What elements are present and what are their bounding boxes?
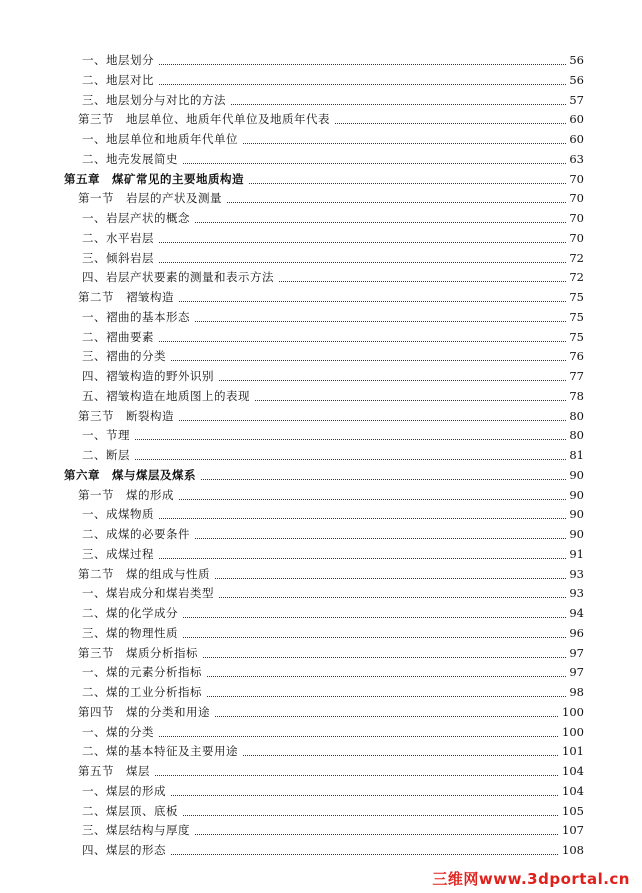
toc-entry-title: 二、煤的化学成分 [82, 604, 182, 622]
toc-entry-title: 五、褶皱构造在地质图上的表现 [82, 387, 254, 405]
toc-page-number: 90 [566, 505, 584, 523]
toc-entry-title: 第三节 煤质分析指标 [78, 644, 202, 662]
toc-entry-title: 四、岩层产状要素的测量和表示方法 [82, 268, 278, 286]
toc-entry-title: 二、煤层顶、底板 [82, 802, 182, 820]
toc-entry-title: 第三节 断裂构造 [78, 407, 178, 425]
toc-page-number: 91 [566, 545, 584, 563]
toc-entry-title: 三、褶曲的分类 [82, 347, 170, 365]
toc-page-number: 90 [566, 486, 584, 504]
toc-page-number: 108 [559, 841, 584, 859]
toc-entry-title: 三、倾斜岩层 [82, 249, 158, 267]
toc-page-number: 90 [566, 525, 584, 543]
toc-page-number: 93 [566, 584, 584, 602]
toc-entry-title: 三、煤的物理性质 [82, 624, 182, 642]
toc-entry-title: 一、煤的元素分析指标 [82, 663, 206, 681]
toc-page-number: 72 [566, 268, 584, 286]
toc-entry-title: 第四节 煤的分类和用途 [78, 703, 214, 721]
toc-entry-title: 二、煤的工业分析指标 [82, 683, 206, 701]
toc-page-number: 70 [566, 229, 584, 247]
toc-page-number: 60 [566, 130, 584, 148]
toc-entry-title: 一、煤岩成分和煤岩类型 [82, 584, 218, 602]
toc-entry-title: 第二节 褶皱构造 [78, 288, 178, 306]
toc-item-row [0, 841, 642, 859]
toc-page-number: 80 [566, 407, 584, 425]
toc-entry-title: 四、煤层的形态 [82, 841, 170, 859]
toc-entry-title: 第五节 煤层 [78, 762, 154, 780]
toc-page-number: 107 [559, 821, 584, 839]
toc-entry-title: 第六章 煤与煤层及煤系 [64, 466, 200, 484]
toc-entry-title: 一、煤层的形成 [82, 782, 170, 800]
watermark: 三维网www.3dportal.cn [432, 870, 630, 888]
toc-entry-title: 二、成煤的必要条件 [82, 525, 194, 543]
toc-page-number: 105 [559, 802, 584, 820]
toc-entry-title: 二、断层 [82, 446, 134, 464]
toc-page-number: 75 [566, 288, 584, 306]
toc-page-number: 70 [566, 209, 584, 227]
toc-page-number: 76 [566, 347, 584, 365]
toc-page-number: 75 [566, 328, 584, 346]
toc-page-number: 56 [566, 71, 584, 89]
toc-page-number: 72 [566, 249, 584, 267]
toc-page-number: 57 [566, 91, 584, 109]
toc-entry-title: 一、褶曲的基本形态 [82, 308, 194, 326]
toc-entry-title: 第一节 岩层的产状及测量 [78, 189, 226, 207]
toc-page-number: 60 [566, 110, 584, 128]
toc-page-number: 90 [566, 466, 584, 484]
toc-page-number: 56 [566, 51, 584, 69]
toc-page-number: 97 [566, 644, 584, 662]
toc-entry-title: 一、成煤物质 [82, 505, 158, 523]
toc-entry-title: 二、水平岩层 [82, 229, 158, 247]
toc-entry-title: 三、成煤过程 [82, 545, 158, 563]
toc-entry-title: 第一节 煤的形成 [78, 486, 178, 504]
toc-entry-title: 一、地层单位和地质年代单位 [82, 130, 242, 148]
toc-page-number: 78 [566, 387, 584, 405]
toc-leader-dots [82, 441, 576, 460]
toc-page-number: 80 [566, 426, 584, 444]
toc-page-number: 97 [566, 663, 584, 681]
toc-page-number: 63 [566, 150, 584, 168]
toc-entry-title: 二、地层对比 [82, 71, 158, 89]
toc-page-number: 100 [559, 703, 584, 721]
toc-entry-title: 三、煤层结构与厚度 [82, 821, 194, 839]
toc-page-number: 100 [559, 723, 584, 741]
toc-entry-title: 一、岩层产状的概念 [82, 209, 194, 227]
toc-page-number: 70 [566, 189, 584, 207]
toc-entry-title: 第五章 煤矿常见的主要地质构造 [64, 170, 248, 188]
toc-page-number: 104 [559, 762, 584, 780]
toc-page-number: 98 [566, 683, 584, 701]
toc-entry-title: 二、煤的基本特征及主要用途 [82, 742, 242, 760]
toc-leader-dots [82, 421, 576, 440]
toc-entry-title: 一、煤的分类 [82, 723, 158, 741]
toc-page-number: 81 [566, 446, 584, 464]
toc-entry-title: 二、地壳发展简史 [82, 150, 182, 168]
toc-entry-title: 第三节 地层单位、地质年代单位及地质年代表 [78, 110, 334, 128]
toc-page-number: 96 [566, 624, 584, 642]
toc-page-number: 94 [566, 604, 584, 622]
toc-page-number: 93 [566, 565, 584, 583]
toc-page-number: 70 [566, 170, 584, 188]
toc-entry-title: 二、褶曲要素 [82, 328, 158, 346]
toc-page-number: 101 [559, 742, 584, 760]
toc-entry-title: 四、褶皱构造的野外识别 [82, 367, 218, 385]
toc-entry-title: 三、地层划分与对比的方法 [82, 91, 230, 109]
toc-entry-title: 第二节 煤的组成与性质 [78, 565, 214, 583]
toc-entry-title: 一、地层划分 [82, 51, 158, 69]
toc-page-number: 104 [559, 782, 584, 800]
toc-entry-title: 一、节理 [82, 426, 134, 444]
toc-page-number: 77 [566, 367, 584, 385]
toc-page-number: 75 [566, 308, 584, 326]
